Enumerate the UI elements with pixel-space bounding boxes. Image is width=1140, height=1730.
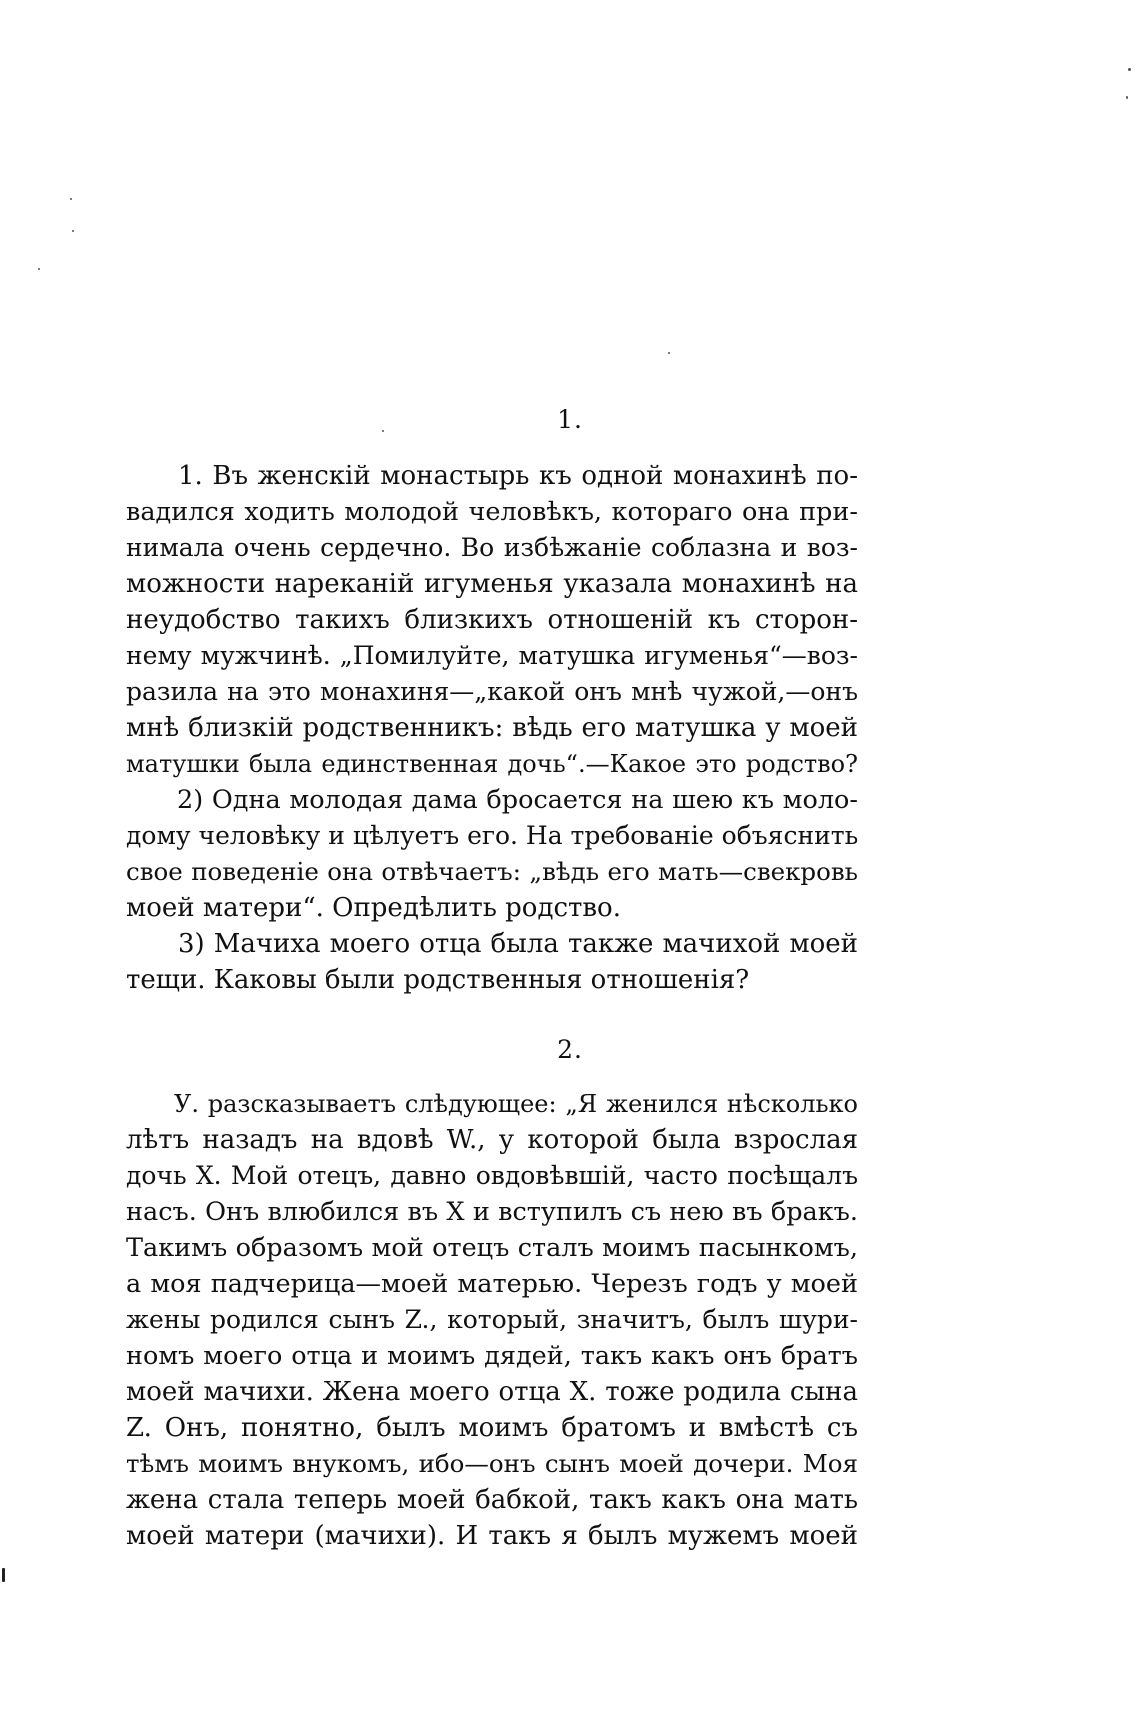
text-line: 2) Одна молодая дама бросается на шею къ моло- (177, 785, 858, 815)
text-line: нему мужчинѣ. „Помилуйте, матушка игуменья“—воз- (126, 641, 858, 670)
problem-1-text (126, 458, 858, 998)
section-number-1: 1. (557, 405, 583, 434)
text-line: моей матери (мачихи). И такъ я былъ мужемъ моей (126, 1521, 858, 1551)
scan-speck (72, 230, 74, 232)
text-line: У. разсказываетъ слѣдующее: „Я женился нѣсколько (174, 1090, 858, 1118)
text-line: тещи. Каковы были родственныя отношенія? (126, 965, 750, 995)
section-number-2: 2. (557, 1035, 583, 1064)
problem-2-text (126, 1086, 858, 1554)
text-line: а моя падчерица—моей матерью. Черезъ годъ у моей (126, 1269, 858, 1299)
text-line: Такимъ образомъ мой отецъ сталъ моимъ пасынкомъ, (126, 1233, 858, 1263)
text-line: номъ моего отца и моимъ дядей, такъ какъ онъ братъ (126, 1341, 858, 1371)
text-line: насъ. Онъ влюбился въ X и вступилъ съ нею въ бракъ. (126, 1197, 858, 1227)
text-line: жены родился сынъ Z., который, значитъ, былъ шури- (126, 1305, 858, 1334)
text-line: моей матери“. Опредѣлить родство. (126, 893, 621, 923)
text-line: мнѣ близкій родственникъ: вѣдь его матушка у моей (126, 713, 858, 743)
text-line: свое поведеніе она отвѣчаетъ: „вѣдь его мать—свекровь (126, 857, 858, 886)
scan-speck (70, 198, 72, 200)
scan-speck (668, 352, 670, 354)
text-line: 1. Въ женскій монастырь къ одной монахинѣ по- (178, 461, 858, 491)
scan-speck (1126, 96, 1128, 99)
text-line: дому человѣку и цѣлуетъ его. На требованіе объяснить (126, 821, 859, 850)
text-line: жена стала теперь моей бабкой, такъ какъ она мать (126, 1485, 858, 1515)
scan-speck (38, 268, 40, 270)
text-line: дочь X. Мой отецъ, давно овдовѣвшій, часто посѣщалъ (126, 1161, 858, 1190)
text-line: неудобство такихъ близкихъ отношеній къ сторон- (126, 605, 858, 635)
text-line: разила на это монахиня—„какой онъ мнѣ чужой,—онъ (126, 677, 858, 706)
text-line: вадился ходить молодой человѣкъ, котораго она при- (126, 497, 858, 527)
text-line: можности нареканій игуменья указала монахинѣ на (126, 569, 858, 599)
text-line: моей мачихи. Жена моего отца X. тоже родила сына (126, 1377, 858, 1407)
scan-speck (1128, 68, 1131, 71)
text-line: Z. Онъ, понятно, былъ моимъ братомъ и вмѣстѣ съ (126, 1413, 858, 1443)
scan-edge-mark (2, 1568, 5, 1582)
text-line: матушки была единственная дочь“.—Какое это родство? (126, 750, 858, 778)
text-line: нимала очень сердечно. Во избѣжаніе соблазна и воз- (126, 533, 858, 562)
text-line: лѣтъ назадъ на вдовѣ W., у которой была взрослая (126, 1125, 858, 1155)
text-line: тѣмъ моимъ внукомъ, ибо—онъ сынъ моей дочери. Моя (126, 1449, 858, 1478)
text-line: 3) Мачиха моего отца была также мачихой моей (178, 929, 858, 959)
